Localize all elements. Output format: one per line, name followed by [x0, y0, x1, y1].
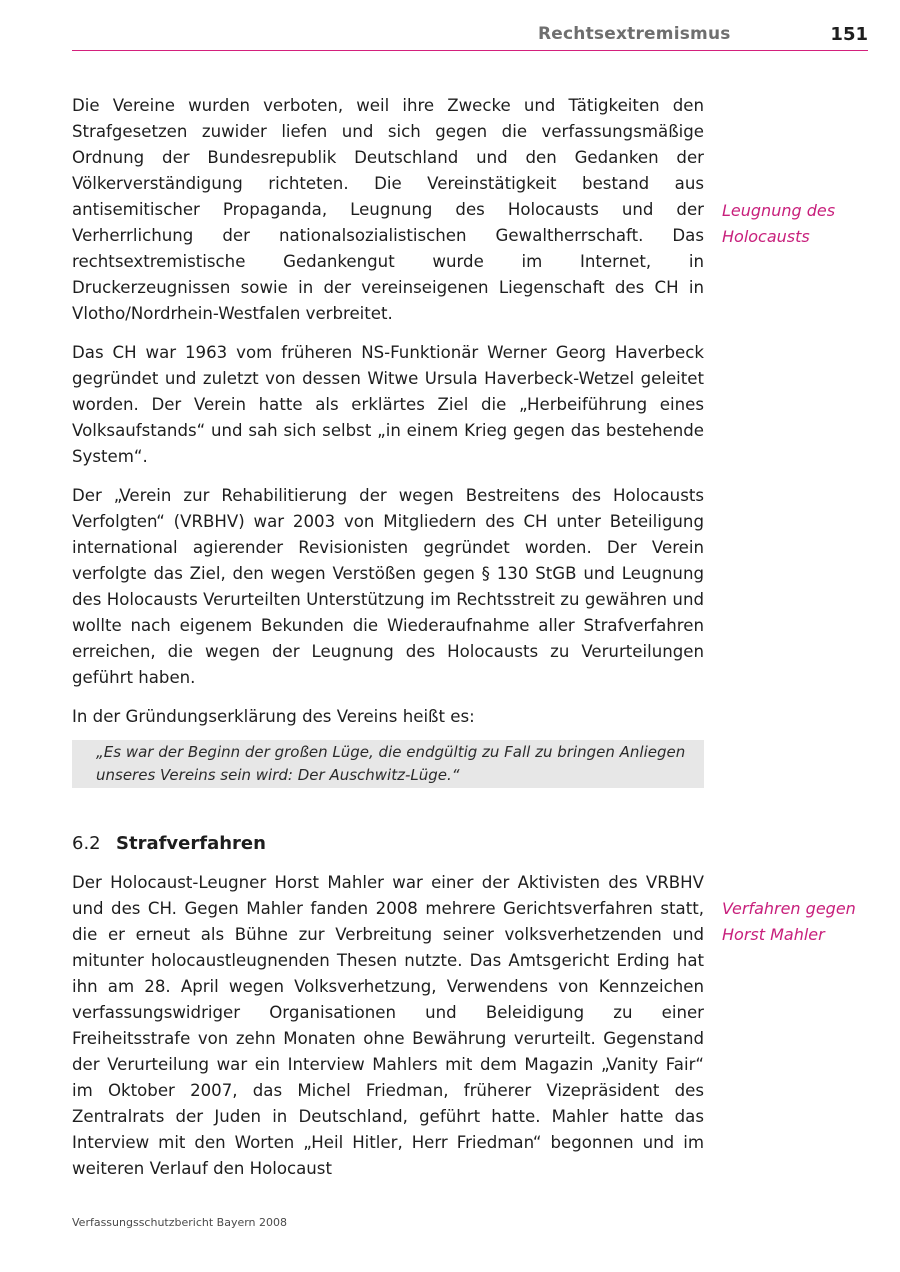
margin-note-line: Horst Mahler [722, 925, 825, 944]
margin-note-line: Leugnung des [722, 201, 836, 220]
page-footer: Verfassungsschutzbericht Bayern 2008 [72, 1216, 288, 1229]
page-number: 151 [830, 24, 868, 45]
margin-note-line: Holocausts [722, 227, 810, 246]
running-header-title: Rechtsextremismus [538, 24, 731, 44]
paragraph-gruendungserklaerung: In der Gründungserklärung des Vereins heißt es: [72, 707, 475, 726]
section-heading [72, 831, 266, 857]
paragraph-vrbhv: Der „Verein zur Rehabilitierung der wegen Bestreitens des Holocausts Verfolgten“ (VRBHV) war 2003 von Mitgliedern des CH unter Beteiligung international agierender Revisionisten gegründet worden. Der Verein verfolgte das Ziel, den wegen Verstößen gegen § 130 StGB und Leugnung des Holocausts Verurteilten Unterstützung im Rechtsstreit zu gewähren und wollte nach eigenem Bekunden die Wiederaufnahme aller Strafverfahren erreichen, die wegen der Leugnung des Holocausts zu Verurteilungen geführt haben. [72, 486, 704, 687]
header-divider [72, 50, 868, 51]
margin-note-line: Verfahren gegen [722, 899, 856, 918]
section-title: Strafverfahren [116, 833, 266, 854]
paragraph-verbot: Die Vereine wurden verboten, weil ihre Zwecke und Tätigkeiten den Strafgesetzen zuwider liefen und sich gegen die verfassungsmäßige Ordnung der Bundesrepublik Deutschland und den Gedanken der Völkerverständigung richteten. Die Vereinstätigkeit bestand aus antisemitischer Propaganda, Leugnung des Holocausts und der Verherrlichung der nationalsozialistischen Gewaltherrschaft. Das rechtsextremistische Gedankengut wurde im Internet, in Druckerzeugnissen sowie in der vereinseigenen Liegenschaft des CH in Vlotho/Nordrhein-Westfalen verbreitet. [72, 96, 704, 323]
paragraph-mahler: Der Holocaust-Leugner Horst Mahler war einer der Aktivisten des VRBHV und des CH. Gegen Mahler fanden 2008 mehrere Gerichtsverfahren statt, die er erneut als Bühne zur Verbreitung seiner volksverhetzenden und mitunter holocaustleugnenden Thesen nutzte. Das Amtsgericht Erding hat ihn am 28. April wegen Volksverhetzung, Verwendens von Kennzeichen verfassungswidriger Organisationen und Beleidigung zu einer Freiheitsstrafe von zehn Monaten ohne Bewährung verurteilt. Gegenstand der Verurteilung war ein Interview Mahlers mit dem Magazin „Vanity Fair“ im Oktober 2007, das Michel Friedman, früherer Vizepräsident des Zentralrats der Juden in Deutschland, geführt hatte. Mahler hatte das Interview mit den Worten „Heil Hitler, Herr Friedman“ begonnen und im weiteren Verlauf den Holocaust [72, 873, 704, 1178]
section-number: 6.2 [72, 833, 101, 854]
main-text-block-1 [72, 93, 704, 730]
margin-note-leugnung [722, 198, 872, 250]
quote-box [72, 740, 704, 788]
quote-text: „Es war der Beginn der großen Lüge, die endgültig zu Fall zu bringen Anliegen unseres Vereins sein wird: Der Auschwitz-Lüge.“ [96, 743, 686, 784]
margin-note-mahler [722, 896, 872, 948]
main-text-block-2 [72, 870, 704, 1182]
paragraph-ch-history: Das CH war 1963 vom früheren NS-Funktionär Werner Georg Haverbeck gegründet und zuletzt von dessen Witwe Ursula Haverbeck-Wetzel geleitet worden. Der Verein hatte als erklärtes Ziel die „Herbeiführung eines Volksaufstands“ und sah sich selbst „in einem Krieg gegen das bestehende System“. [72, 343, 704, 466]
